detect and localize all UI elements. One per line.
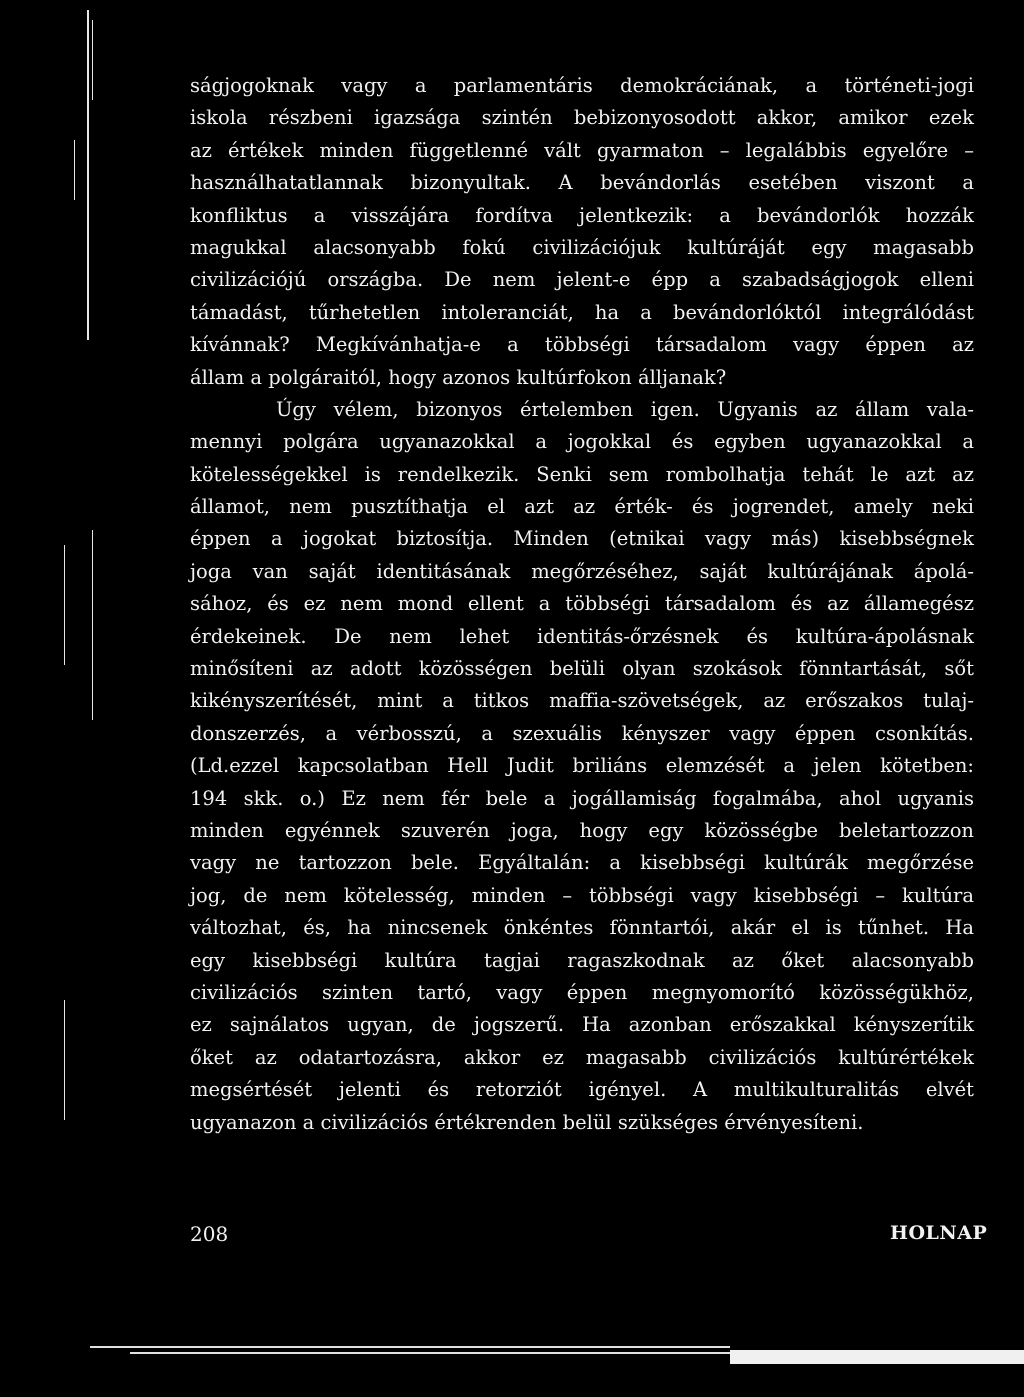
text-line: iskola részbeni igazsága szintén bebizonyosodott akkor, amikor ezek [190,106,974,130]
text-line: kívánnak? Megkívánhatja-e a többségi társadalom vagy éppen az [190,333,974,357]
text-line: konfliktus a visszájára fordítva jelentkezik: a bevándorlók hozzák [190,203,974,227]
text-line: 194 skk. o.) Ez nem fér bele a jogállamiság fogalmába, ahol ugyanis [190,786,974,810]
journal-name: HOLNAP [890,1222,988,1244]
text-line: minősíteni az adott közösségen belüli olyan szokások fönntartását, sőt [190,657,974,681]
text-line: egy kisebbségi kultúra tagjai ragaszkodnak az őket alacsonyabb [190,948,974,972]
body-text [190,70,974,1139]
scan-edge-line [64,545,65,665]
text-line: kötelességekkel is rendelkezik. Senki sem rombolhatja tehát le azt az [190,462,974,486]
text-line: támadást, tűrhetetlen intoleranciát, ha a bevándorlóktól integrálódást [190,300,974,324]
scan-edge-line [64,1000,65,1120]
text-line: donszerzés, a vérbosszú, a szexuális kényszer vagy éppen csonkítás. [190,721,974,745]
text-line: magukkal alacsonyabb fokú civilizációjuk kultúráját egy magasabb [190,235,974,259]
text-line: joga van saját identitásának megőrzéséhez, saját kultúrájának ápolá- [190,559,974,583]
bottom-rule [130,1352,730,1354]
text-line: érdekeinek. De nem lehet identitás-őrzésnek és kultúra-ápolásnak [190,624,974,648]
text-line: használhatatlannak bizonyultak. A bevándorlás esetében viszont a [190,171,974,195]
text-line: ez sajnálatos ugyan, de jogszerű. Ha azonban erőszakkal kényszerítik [190,1013,974,1037]
text-line: (Ld.ezzel kapcsolatban Hell Judit briliáns elemzését a jelen kötetben: [190,754,974,778]
scan-edge-line [87,10,89,340]
scan-edge-line [92,530,93,720]
bottom-rule [730,1350,1024,1364]
text-line: jog, de nem kötelesség, minden – többségi vagy kisebbségi – kultúra [190,883,974,907]
text-line: államot, nem pusztíthatja el azt az érték- és jogrendet, amely neki [190,495,974,519]
text-line: őket az odatartozásra, akkor ez magasabb civilizációs kultúrértékek [190,1045,974,1069]
text-line: minden egyénnek szuverén joga, hogy egy közösségbe beletartozzon [190,818,974,842]
text-line: változhat, és, ha nincsenek önkéntes fönntartói, akár el is tűnhet. Ha [190,916,974,940]
scan-edge-line [92,20,93,100]
text-line: ságjogoknak vagy a parlamentáris demokráciának, a történeti-jogi [190,74,974,97]
text-line: megsértését jelenti és retorziót igényel. A multikulturalitás elvét [190,1078,974,1102]
text-line: civilizációjú országba. De nem jelent-e épp a szabadságjogok elleni [190,268,974,292]
text-line: állam a polgáraitól, hogy azonos kultúrfokon álljanak? [190,365,727,389]
text-line: sához, és ez nem mond ellent a többségi társadalom és az államegész [190,592,974,616]
text-line: vagy ne tartozzon bele. Egyáltalán: a kisebbségi kultúrák megőrzése [190,851,974,875]
text-line: kikényszerítését, mint a titkos maffia-szövetségek, az erőszakos tulaj- [190,689,974,713]
text-line: éppen a jogokat biztosítja. Minden (etnikai vagy más) kisebbségnek [190,527,974,551]
page-number: 208 [190,1222,229,1246]
text-line: Úgy vélem, bizonyos értelemben igen. Ugyanis az állam vala- [276,397,974,421]
text-line: ugyanazon a civilizációs értékrenden belül szükséges érvényesíteni. [190,1110,864,1134]
scan-edge-line [74,140,75,200]
text-line: az értékek minden függetlenné vált gyarmaton – legalábbis egyelőre – [190,138,974,162]
text-line: mennyi polgára ugyanazokkal a jogokkal és egyben ugyanazokkal a [190,430,974,454]
text-line: civilizációs szinten tartó, vagy éppen megnyomorító közösségükhöz, [190,980,974,1004]
bottom-rule [90,1346,730,1348]
